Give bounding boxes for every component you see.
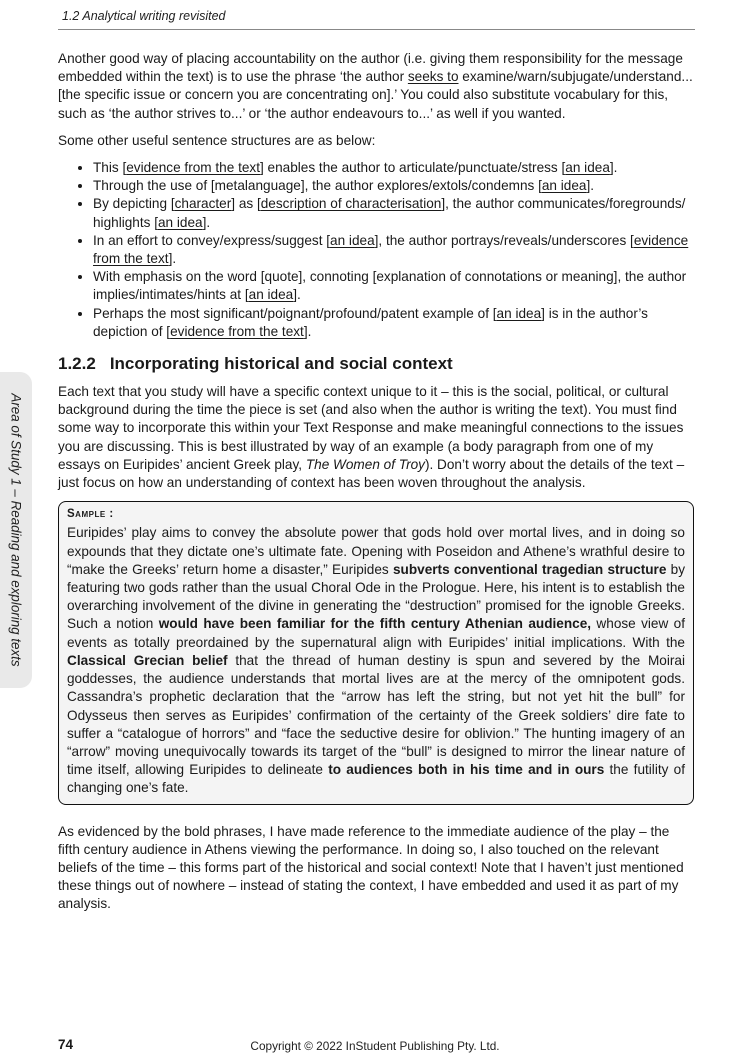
list-item — [93, 232, 694, 268]
sample-paragraph — [67, 524, 685, 797]
section-number: 1.2.2 — [58, 354, 96, 374]
list-underline: an idea — [541, 178, 587, 194]
structures-intro: Some other useful sentence structures are as below: — [58, 132, 376, 148]
sample-text: by featuring two gods rather than the usual Choral Ode in the Prologue. Here, his intent is to establish the overarching involvement of the divine in generating the “destruction” promised for the ignoble Greeks. Such a notion — [67, 561, 685, 632]
play-title: The Women of Troy — [305, 456, 425, 472]
list-item — [93, 305, 694, 341]
intro-paragraph — [58, 50, 694, 123]
list-text: ]. — [168, 251, 177, 267]
list-text: Perhaps the most significant/poignant/profound/patent example of [ — [93, 305, 497, 321]
list-text: ] is in the author’s depiction of [ — [93, 305, 648, 339]
running-header: 1.2 Analytical writing revisited — [62, 9, 226, 23]
intro-underline: seeks to — [407, 69, 459, 85]
sample-bold: subverts conventional tragedian structure — [392, 561, 667, 577]
list-text: With emphasis on the word [quote], connoting [explanation of connotations or meaning], the author implies/intimates/hints at [ — [93, 269, 687, 303]
list-text: ]. — [586, 178, 595, 194]
sample-bold: Classical Grecian belief — [67, 652, 228, 668]
list-text: Through the use of [metalanguage], the author explores/extols/condemns [ — [93, 178, 542, 194]
sample-text: Euripides’ play aims to convey the absolute power that gods hold over mortal lives, and in doing so expounds that they dictate one’s ultimate fate. Opening with Poseidon and Athene’s wrathful desire to “make the Greeks’ return home a disaster,” Euripides — [67, 525, 685, 577]
list-underline: evidence from the text — [170, 323, 304, 339]
list-underline: an idea — [496, 305, 542, 321]
sentence-structures-list — [58, 159, 694, 341]
list-underline: character — [174, 196, 232, 212]
list-item — [93, 159, 694, 177]
list-underline: an idea — [330, 232, 375, 248]
list-item — [93, 195, 694, 231]
list-underline: an idea — [248, 287, 294, 303]
list-underline: an idea — [565, 160, 610, 176]
sample-box — [58, 501, 694, 804]
copyright-notice: Copyright © 2022 InStudent Publishing Pty. Ltd. — [250, 1039, 500, 1053]
sample-text: the futility of changing one’s fate. — [67, 762, 685, 796]
intro-text-b: examine/warn/subjugate/understand... [the specific issue or concern you are concentrating on].’ You could also substitute vocabulary for this, such as ‘the author strives to...’ or ‘the author endeavours to...’ as well if you wanted. — [58, 69, 693, 121]
section-title: Incorporating historical and social context — [109, 354, 453, 374]
list-underline: evidence from the text — [93, 232, 689, 267]
list-text: ]. — [609, 160, 618, 176]
list-text: ] as [ — [231, 196, 261, 212]
list-text: By depicting [ — [93, 196, 175, 212]
sample-label: Sample : — [67, 508, 114, 521]
header-divider — [58, 29, 695, 30]
list-text: This [ — [93, 160, 127, 176]
sample-text: whose view of events as totally preordained by the supernatural align with Euripides’ initial implications. With the — [67, 616, 686, 650]
side-tab-label: Area of Study 1 – Reading and exploring texts — [8, 393, 24, 667]
list-text: ]. — [293, 287, 301, 303]
sample-bold: would have been familiar for the fifth century Athenian audience, — [158, 616, 592, 632]
list-text: ], the author portrays/reveals/underscores [ — [374, 232, 634, 248]
list-text: In an effort to convey/express/suggest [ — [93, 232, 331, 248]
list-text: ], the author communicates/foregrounds/ highlights [ — [93, 196, 686, 230]
sample-text: that the thread of human destiny is spun and severed by the Moirai goddesses, the audience understands that mortal lives are at the mercy of the omnipotent gods. Cassandra’s prophetic declaration that the “arrow has left the string, but not yet hit the bull” for Odysseus then serves as Euripides’ confirmation of the certainty of the Greek soldiers’ dire fate to suffer a “catalogue of horrors” and “face the seductive desire for oblivion.” The hunting imagery of an “arrow” moving unequivocally towards its target of the “bull” is designed to mirror the linear nature of time itself, allowing Euripides to delineate — [67, 652, 685, 778]
section-paragraph — [58, 383, 694, 492]
section-text-b: ). Don’t worry about the details of the text – just focus on how an understanding of context has been woven throughout the analysis. — [58, 456, 685, 491]
closing-paragraph: As evidenced by the bold phrases, I have made reference to the immediate audience of the play – the fifth century audience in Athens viewing the performance. In doing so, I also touched on the relevant beliefs of the time – this forms part of the historical and social context! Note that I haven’t just mentioned these things out of nowhere – instead of stating the context, I have embedded and used it as part of my analysis. — [58, 823, 684, 912]
sample-bold: to audiences both in his time and in ours — [328, 762, 605, 778]
section-text-a: Each text that you study will have a specific context unique to it – this is the social, political, or cultural background during the time the piece is set (and also when the author is writing the text). You must find some way to incorporate this within your Text Response and make meaningful connections to the issues you are discussing. This is best illustrated by way of an example (a body paragraph from one of my essays on Euripides’ ancient Greek play, — [58, 384, 684, 472]
list-item — [93, 268, 694, 304]
list-underline: evidence from the text — [126, 160, 260, 176]
list-text: ]. — [202, 214, 211, 230]
list-text: ]. — [303, 323, 312, 339]
intro-text-a: Another good way of placing accountability on the author (i.e. giving them responsibility for the message embedded within the text) is to use the phrase ‘the author — [58, 51, 683, 85]
section-heading — [58, 353, 694, 375]
list-item — [93, 177, 694, 195]
list-text: ] enables the author to articulate/punctuate/stress [ — [259, 160, 566, 176]
list-underline: description of characterisation — [260, 196, 442, 212]
page-number: 74 — [58, 1037, 74, 1052]
page-content — [58, 50, 694, 923]
list-underline: an idea — [158, 214, 203, 230]
